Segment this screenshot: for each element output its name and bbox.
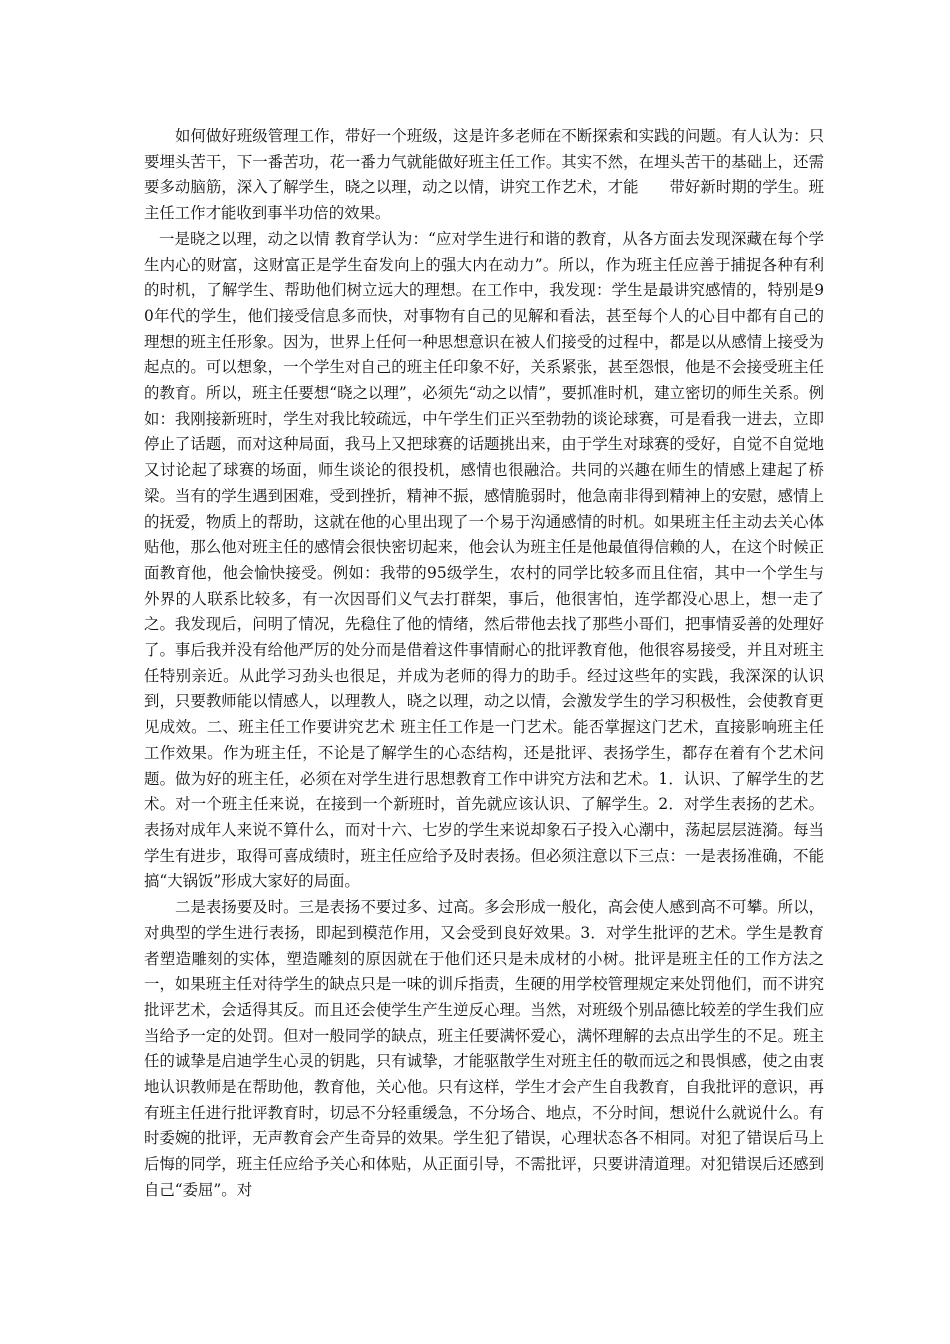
document-page: [144, 124, 824, 1204]
paragraph-intro: 如何做好班级管理工作，带好一个班级，这是许多老师在不断探索和实践的问题。有人认为：只要埋头苦干，下一番苦功，花一番力气就能做好班主任工作。其实不然，在埋头苦干的基础上，还需要多动脑筋，深入了解学生，晓之以理，动之以情，讲究工作艺术，才能 带好新时期的学生。班主任工作才能收到事半功倍的效果。: [144, 127, 824, 223]
paragraph-section-praise: 二是表扬要及时。三是表扬不要过多、过高。多会形成一般化，高会使人感到高不可攀。所以，对典型的学生进行表扬，即起到模范作用，又会受到良好效果。3．对学生批评的艺术。学生是教育者塑造雕刻的实体，塑造雕刻的原因就在于他们还只是未成材的小树。批评是班主任的工作方法之一，如果班主任对待学生的缺点只是一味的训斥指责，生硬的用学校管理规定来处罚他们，而不讲究批评艺术，会适得其反。而且还会使学生产生逆反心理。当然，对班级个别品德比较差的学生我们应当给予一定的处罚。但对一般同学的缺点，班主任要满怀爱心，满怀理解的去点出学生的不足。班主任的诚挚是启迪学生心灵的钥匙，只有诚挚，才能驱散学生对班主任的敬而远之和畏惧感，使之由衷地认识教师是在帮助他，教育他，关心他。只有这样，学生才会产生自我教育，自我批评的意识，再有班主任进行批评教育时，切忌不分轻重缓急，不分场合、地点，不分时间，想说什么就说什么。有时委婉的批评，无声教育会产生奇异的效果。学生犯了错误，心理状态各不相同。对犯了错误后马上后悔的同学，班主任应给予关心和体贴，从正面引导，不需批评，只要讲清道理。对犯错误后还感到自己“委屈”。对: [144, 898, 824, 1199]
paragraph-section-one: 一是晓之以理，动之以情 教育学认为：“应对学生进行和谐的教育，从各方面去发现深藏在每个学生内心的财富，这财富正是学生奋发向上的强大内在动力”。所以，作为班主任应善于捕捉各种有利的时机，了解学生、帮助他们树立远大的理想。在工作中，我发现：学生是最讲究感情的，特别是90年代的学生，他们接受信息多而快，对事物有自己的见解和看法，甚至每个人的心目中都有自己的理想的班主任形象。因为，世界上任何一种思想意识在被人们接受的过程中，都是以从感情上接受为起点的。可以想象，一个学生对自己的班主任印象不好，关系紧张，甚至怨恨，他是不会接受班主任的教育。所以，班主任要想“晓之以理”，必须先“动之以情”，要抓准时机，建立密切的师生关系。例如：我刚接新班时，学生对我比较疏远，中午学生们正兴至勃勃的谈论球赛，可是看我一进去，立即停止了话题，而对这种局面，我马上又把球赛的话题挑出来，由于学生对球赛的受好，自觉不自觉地又讨论起了球赛的场面，师生谈论的很投机，感情也很融洽。共同的兴趣在师生的情感上建起了桥梁。当有的学生遇到困难，受到挫折，精神不振，感情脆弱时，他急南非得到精神上的安慰，感情上的抚爱，物质上的帮助，这就在他的心里出现了一个易于沟通感情的时机。如果班主任主动去关心体贴他，那么他对班主任的感情会很快密切起来，他会认为班主任是他最值得信赖的人，在这个时候正面教育他，他会愉快接受。例如：我带的95级学生，农村的同学比较多而且住宿，其中一个学生与外界的人联系比较多，有一次因哥们义气去打群架，事后，他很害怕，连学都没心思上，想一走了之。我发现后，问明了情况，先稳住了他的情绪，然后带他去找了那些小哥们，把事情妥善的处理好了。事后我并没有给他严厉的处分而是借着这件事情耐心的批评教育他，他很容易接受，并且对班主任特别亲近。从此学习劲头也很足，并成为老师的得力的助手。经过这些年的实践，我深深的认识到，只要教师能以情感人，以理教人，晓之以理，动之以情，会激发学生的学习积极性，会使教育更见成效。二、班主任工作要讲究艺术 班主任工作是一门艺术。能否掌握这门艺术，直接影响班主任工作效果。作为班主任，不论是了解学生的心态结构，还是批评、表扬学生，都存在着有个艺术问题。做为好的班主任，必须在对学生进行思想教育工作中讲究方法和艺术。1．认识、了解学生的艺术。对一个班主任来说，在接到一个新班时，首先就应该认识、了解学生。2．对学生表扬的艺术。表扬对成年人来说不算什么，而对十六、七岁的学生来说却象石子投入心潮中，荡起层层涟漪。每当学生有进步，取得可喜成绩时，班主任应给予及时表扬。但必须注意以下三点：一是表扬准确，不能搞“大锅饭”形成大家好的局面。: [144, 229, 824, 891]
